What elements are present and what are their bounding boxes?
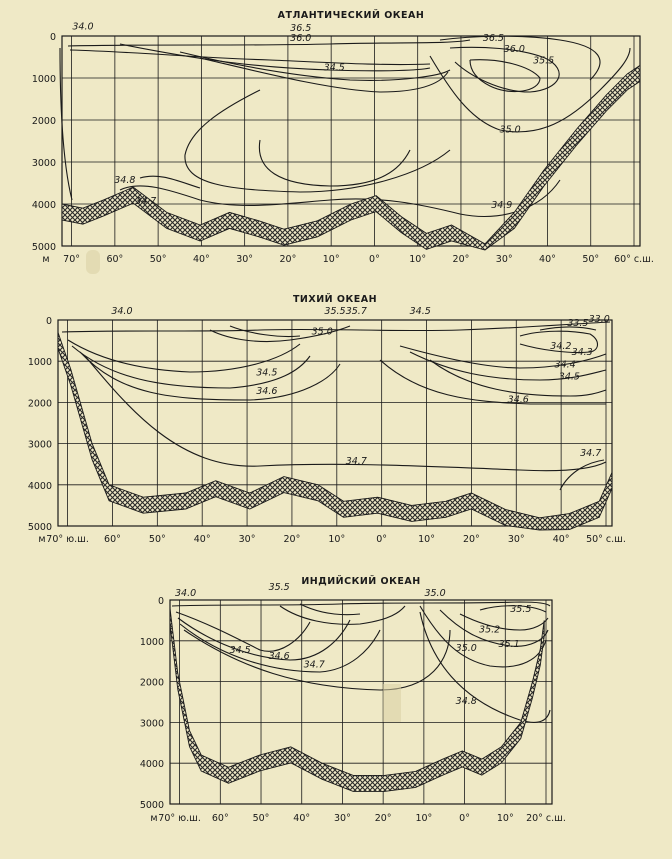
x-tick-label: 20° [452, 254, 470, 265]
isohaline [120, 44, 430, 74]
isohaline [180, 624, 380, 672]
y-tick-label: 5000 [31, 242, 56, 253]
isohaline [85, 356, 606, 471]
isohaline [185, 90, 450, 192]
depth-unit-label: м [42, 254, 50, 265]
x-tick-label: 20° [279, 254, 297, 265]
x-tick-label: 40° [192, 254, 210, 265]
y-tick-label: 4000 [139, 759, 164, 771]
y-tick-label: 1000 [27, 357, 52, 369]
isohaline [460, 614, 548, 630]
x-tick-label: 60° с.ш. [614, 254, 654, 265]
contour-label: 35.5 [324, 305, 346, 317]
contour-label: 35.1 [498, 638, 520, 650]
x-tick-label: 60° [104, 534, 121, 545]
contour-label: 34.8 [455, 696, 477, 708]
x-tick-label: 10° [409, 254, 427, 265]
contour-label: 34.0 [111, 305, 133, 317]
x-tick-label: 10° [496, 813, 514, 824]
contour-label: 35.5 [510, 604, 532, 616]
x-tick-label: 40° [552, 534, 570, 545]
chart-title: АТЛАНТИЧЕСКИЙ ОКЕАН [277, 10, 425, 21]
y-tick-label: 0 [45, 316, 52, 327]
x-tick-label: 30° [334, 813, 351, 824]
contour-label: 35.5 [268, 581, 290, 593]
contour-label: 34.5 [409, 305, 431, 317]
y-tick-label: 1000 [139, 636, 164, 648]
contour-label: 34.6 [507, 394, 529, 406]
contour-label: 33.0 [588, 314, 610, 326]
depth-unit-label: м [38, 534, 46, 545]
isohaline [470, 60, 540, 92]
x-tick-label: 0° [376, 534, 388, 545]
ocean-floor-band [58, 332, 612, 530]
isohaline [230, 326, 300, 337]
contour-label: 34.2 [550, 340, 572, 352]
x-tick-label: 30° [507, 534, 525, 545]
y-tick-label: 0 [49, 32, 56, 43]
x-tick-label: 0° [459, 813, 470, 824]
x-tick-label: 50° [148, 534, 166, 545]
contour-label: 36.0 [503, 43, 525, 55]
contour-label: 34.6 [268, 651, 290, 663]
y-tick-label: 2000 [27, 398, 52, 410]
x-tick-label: 0° [369, 254, 380, 265]
contour-label: 34.5 [256, 367, 278, 379]
chart-panel [28, 293, 626, 545]
ocean-floor-band [62, 65, 640, 250]
contour-label: 36.0 [290, 33, 312, 45]
x-tick-label: 10° [322, 254, 340, 265]
contour-label: 36.5 [290, 22, 312, 34]
isohaline [440, 36, 600, 80]
chart-title: ТИХИЙ ОКЕАН [292, 294, 378, 305]
y-tick-label: 5000 [139, 800, 164, 811]
y-tick-label: 5000 [27, 522, 52, 533]
ocean-floor-band [170, 608, 544, 791]
isohaline [259, 140, 410, 186]
x-tick-label: 70° ю.ш. [46, 534, 89, 545]
contour-label: 35.0 [455, 643, 477, 654]
paper-stain [86, 250, 100, 274]
contour-label: 35.0 [499, 124, 521, 136]
isohaline [560, 460, 604, 490]
y-tick-label: 3000 [31, 158, 56, 169]
isohaline [178, 618, 350, 663]
y-tick-label: 3000 [27, 439, 52, 451]
x-tick-label: 70° ю.ш. [158, 813, 201, 824]
contour-label: 34.7 [580, 447, 602, 459]
isohaline [70, 50, 430, 65]
x-tick-label: 50° [149, 254, 167, 265]
x-tick-label: 30° [495, 254, 513, 265]
chart-panel [32, 9, 654, 265]
contour-label: 34.3 [571, 347, 593, 359]
x-tick-label: 50° [252, 813, 270, 824]
contour-label: 34.5 [323, 62, 345, 74]
contour-label: 34.6 [256, 386, 278, 398]
x-tick-label: 10° [328, 534, 346, 545]
y-tick-label: 4000 [27, 480, 52, 492]
y-tick-label: 2000 [31, 116, 56, 127]
isohaline [80, 352, 340, 400]
contour-label: 34.5 [229, 645, 251, 657]
x-tick-label: 60° [211, 813, 229, 824]
paper-stain [383, 684, 401, 722]
x-tick-label: 50° [582, 254, 600, 265]
isohaline [172, 602, 550, 606]
x-tick-label: 40° [539, 254, 556, 265]
contour-label: 34.7 [303, 659, 325, 671]
plot-frame [58, 320, 612, 526]
x-tick-label: 10° [415, 813, 433, 824]
contour-label: 35.7 [345, 305, 367, 317]
contour-label: 34.0 [175, 587, 197, 599]
x-tick-label: 70° [63, 254, 81, 265]
x-tick-label: 40° [293, 813, 311, 824]
y-tick-label: 4000 [31, 200, 56, 211]
isohaline [300, 604, 360, 615]
contour-label: 35.5 [533, 55, 555, 67]
chart-panel [140, 575, 566, 824]
x-tick-label: 40° [193, 534, 211, 545]
x-tick-label: 50° с.ш. [586, 534, 626, 545]
contour-label: 33.5 [567, 318, 589, 330]
y-tick-label: 0 [157, 596, 164, 607]
contour-label: 34.7 [135, 196, 157, 207]
contour-label: 34.9 [491, 200, 513, 212]
chart-title: ИНДИЙСКИЙ ОКЕАН [301, 576, 421, 587]
x-tick-label: 20° [283, 534, 301, 545]
x-tick-label: 20° [374, 813, 392, 824]
contour-label: 35.2 [479, 624, 501, 636]
isohaline [180, 52, 450, 80]
y-tick-label: 2000 [139, 677, 164, 689]
contour-label: 36.5 [482, 33, 504, 45]
x-tick-label: 30° [238, 534, 256, 545]
depth-unit-label: м [150, 813, 158, 824]
x-tick-label: 20° с.ш. [526, 813, 566, 824]
x-tick-label: 60° [106, 254, 124, 265]
contour-label: 35.0 [424, 587, 446, 599]
contour-label: 34.8 [114, 175, 136, 186]
x-tick-label: 20° [462, 534, 480, 545]
contour-label: 34.4 [554, 359, 576, 371]
contour-label: 34.7 [345, 456, 367, 468]
contour-label: 35.0 [311, 326, 333, 338]
x-tick-label: 30° [236, 254, 254, 265]
contour-label: 34.5 [558, 371, 580, 383]
y-tick-label: 3000 [139, 718, 164, 730]
x-tick-label: 10° [418, 534, 435, 545]
y-tick-label: 1000 [31, 74, 56, 85]
contour-label: 34.0 [72, 21, 94, 33]
